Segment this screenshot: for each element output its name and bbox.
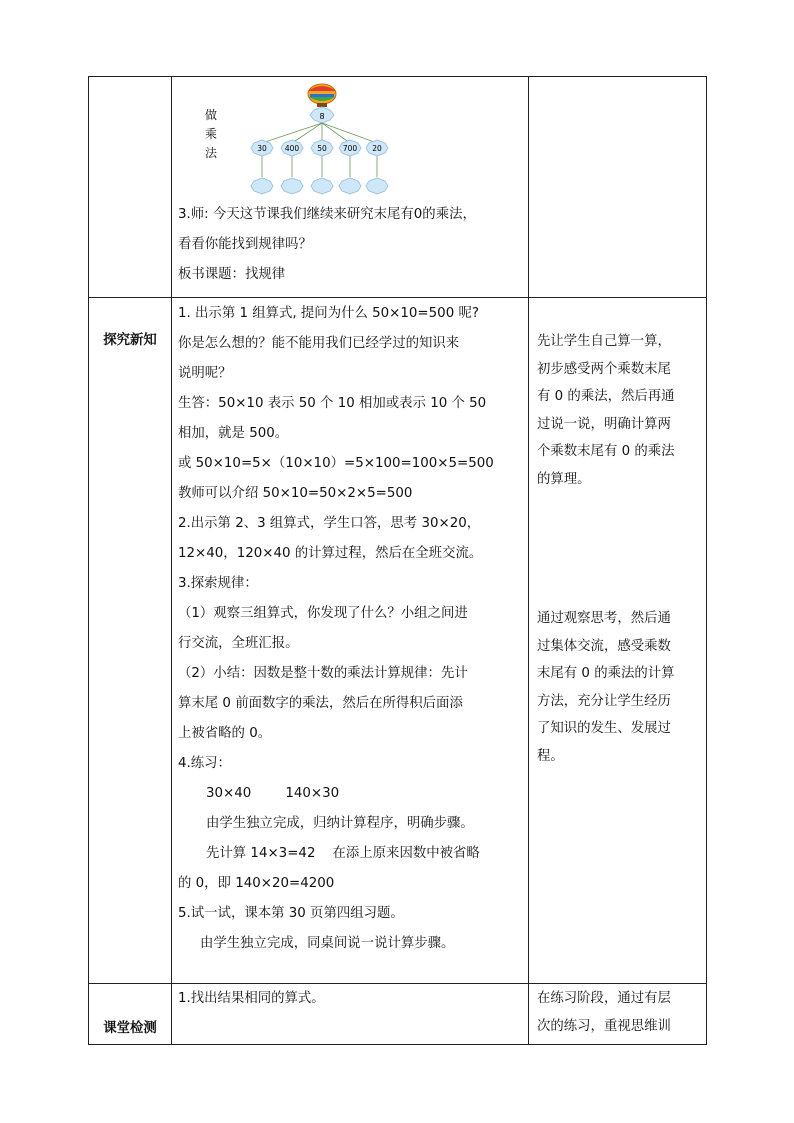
intro-text — [172, 197, 528, 290]
hub-value: 8 — [319, 112, 325, 121]
hub-node — [310, 107, 334, 123]
multiplication-diagram — [172, 77, 528, 197]
text-line: 生答：50×10 表示 50 个 10 相加或表示 10 个 50 — [178, 396, 487, 411]
text-line: 1.找出结果相同的算式。 — [178, 991, 325, 1006]
text-line: 的 0，即 140×20=4200 — [178, 876, 335, 891]
text-line: 上被省略的 0。 — [178, 726, 272, 741]
content-cell-explore — [172, 298, 529, 984]
notes-block-c — [529, 984, 706, 1040]
text-line: 3.探索规律： — [178, 576, 258, 591]
text-line: （2）小结：因数是整十数的乘法计算规律：先计 — [178, 666, 468, 681]
answer-nodes — [251, 178, 388, 194]
text-line: 3.师: 今天这节课我们继续来研究末尾有0的乘法， — [178, 207, 476, 222]
text-line: 你是怎么想的？能不能用我们已经学过的知识来 — [178, 336, 460, 351]
check-text — [172, 984, 528, 1014]
lesson-plan-table — [88, 76, 707, 1045]
notes-cell-check — [529, 984, 707, 1045]
note-line: 初步感受两个乘数末尾 — [537, 361, 671, 377]
content-cell-check — [172, 984, 529, 1045]
text-line: 行交流，全班汇报。 — [178, 636, 299, 651]
label-cell-explore — [89, 298, 172, 984]
text-line: 先计算 14×3=42 在添上原来因数中被省略 — [206, 846, 480, 861]
note-line: 先让学生自己算一算， — [537, 334, 671, 349]
text-line: 1. 出示第 1 组算式, 提问为什么 50×10=500 呢? — [178, 306, 479, 321]
text-line: 或 50×10=5×（10×10）=5×100=100×5=500 — [178, 456, 494, 471]
text-line: 教师可以介绍 50×10=50×2×5=500 — [178, 486, 413, 501]
row-label: 探究新知 — [103, 333, 157, 348]
text-line: 30×40 140×30 — [206, 786, 340, 801]
note-line: 在练习阶段，通过有层 — [537, 991, 671, 1006]
text-line: 12×40，120×40 的计算过程，然后在全班交流。 — [178, 546, 483, 561]
leaf-node-5 — [366, 140, 388, 156]
label-cell-check — [89, 984, 172, 1045]
notes-cell-empty — [529, 77, 707, 298]
svg-text:50: 50 — [317, 144, 327, 153]
text-line: （1）观察三组算式，你发现了什么？小组之间进 — [178, 606, 468, 621]
leaf-node-4 — [339, 140, 361, 156]
notes-cell-explore — [529, 298, 707, 984]
text-line: 4.练习： — [178, 756, 231, 771]
note-line: 程。 — [537, 748, 564, 764]
text-line: 由学生独立完成，归纳计算程序，明确步骤。 — [206, 816, 474, 831]
text-line: 2.出示第 2、3 组算式，学生口答，思考 30×20， — [178, 516, 481, 531]
text-line: 由学生独立完成，同桌间说一说计算步骤。 — [200, 936, 455, 951]
leaf-node-2 — [281, 140, 303, 156]
hot-air-balloon-icon — [308, 84, 336, 107]
diagram-svg — [172, 77, 472, 199]
leaf-node-1 — [251, 140, 273, 156]
note-line: 次的练习，重视思维训 — [537, 1018, 671, 1034]
note-line: 过说一说，明确计算两 — [537, 416, 671, 432]
svg-text:20: 20 — [372, 144, 382, 153]
label-cell-empty — [89, 77, 172, 298]
leaf-node-3 — [311, 140, 333, 156]
text-line: 说明呢？ — [178, 366, 232, 381]
explore-text — [172, 298, 528, 959]
table-row-check — [89, 984, 707, 1045]
note-line: 了知识的发生、发展过 — [537, 721, 671, 736]
row-label: 课堂检测 — [103, 1021, 157, 1036]
table-row-explore — [89, 298, 707, 984]
diagram-vertical-label: 做 乘 法 — [204, 108, 217, 160]
note-line: 通过观察思考，然后通 — [537, 611, 671, 626]
svg-text:700: 700 — [342, 144, 358, 153]
note-line: 有 0 的乘法，然后再通 — [537, 389, 675, 404]
svg-text:400: 400 — [284, 144, 300, 153]
note-line: 过集体交流，感受乘数 — [537, 638, 671, 654]
content-cell-intro — [172, 77, 529, 298]
note-line: 的算理。 — [537, 471, 591, 487]
notes-block-b — [529, 493, 706, 770]
notes-block-a — [529, 298, 706, 493]
text-line: 板书课题：找规律 — [178, 267, 286, 282]
svg-text:30: 30 — [257, 144, 267, 153]
text-line: 相加，就是 500。 — [178, 426, 289, 441]
text-line: 5.试一试，课本第 30 页第四组习题。 — [178, 906, 404, 921]
text-line: 看看你能找到规律吗？ — [178, 237, 312, 252]
table-row-intro — [89, 77, 707, 298]
note-line: 个乘数末尾有 0 的乘法 — [537, 444, 675, 459]
note-line: 方法，充分让学生经历 — [537, 693, 671, 709]
text-line: 算末尾 0 前面数字的乘法，然后在所得积后面添 — [178, 696, 463, 711]
note-line: 末尾有 0 的乘法的计算 — [537, 666, 675, 681]
